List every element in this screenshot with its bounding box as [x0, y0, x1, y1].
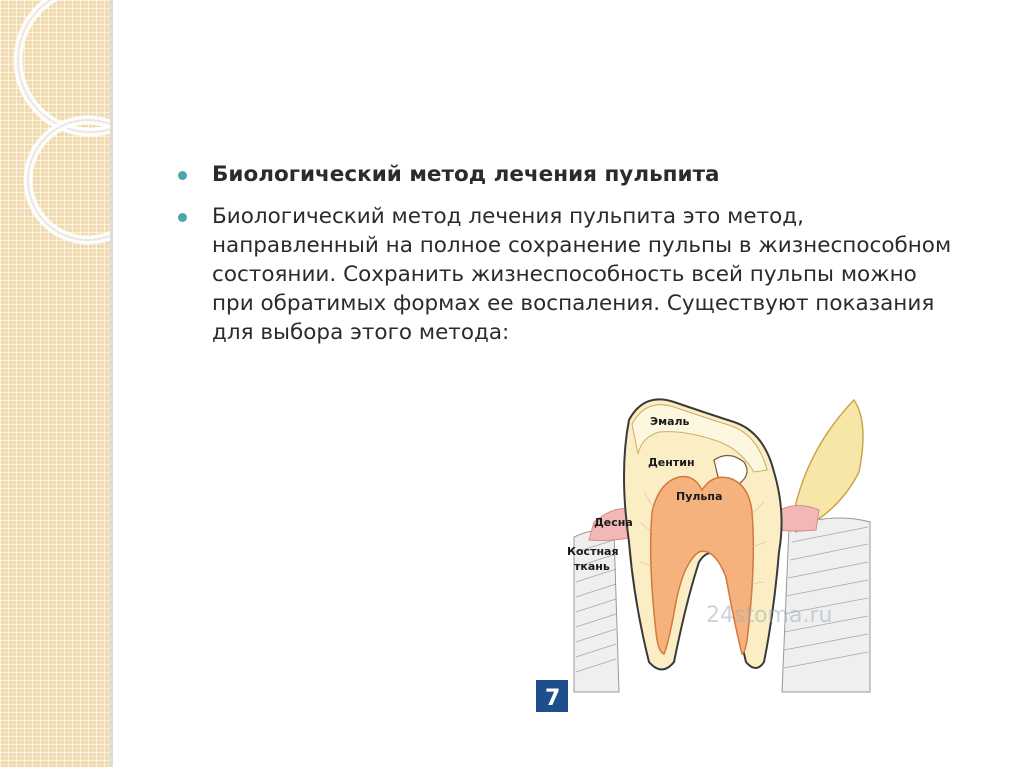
bullet-dot-icon	[178, 171, 187, 180]
side-divider	[110, 0, 113, 767]
bullet-description-text: Биологический метод лечения пульпита это метод, направленный на полное сохранение пульпы в жизнеспособном состоянии. Сохранить жизнеспособность всей пульпы можно при обратимых формах ее воспаления. Существуют показания для выбора этого метода:	[212, 204, 952, 345]
bullet-list	[178, 160, 958, 347]
decorative-rings	[0, 0, 110, 767]
label-enamel: Эмаль	[650, 415, 690, 428]
label-gum: Десна	[594, 516, 633, 529]
bullet-item-title	[178, 160, 958, 189]
decorative-side-panel	[0, 0, 110, 767]
label-bone-line1: Костная	[567, 545, 619, 558]
bullet-title-text: Биологический метод лечения пульпита	[212, 162, 720, 187]
watermark-text: 24stoma.ru	[706, 603, 833, 628]
label-bone-line2: ткань	[574, 560, 610, 573]
label-dentin: Дентин	[648, 456, 695, 469]
label-pulp: Пульпа	[676, 490, 723, 503]
number-badge-text: 7	[545, 686, 561, 711]
bullet-dot-icon	[178, 213, 187, 222]
tooth-diagram	[534, 362, 874, 714]
bullet-item-description	[178, 202, 958, 347]
tooth-illustration	[534, 362, 874, 714]
